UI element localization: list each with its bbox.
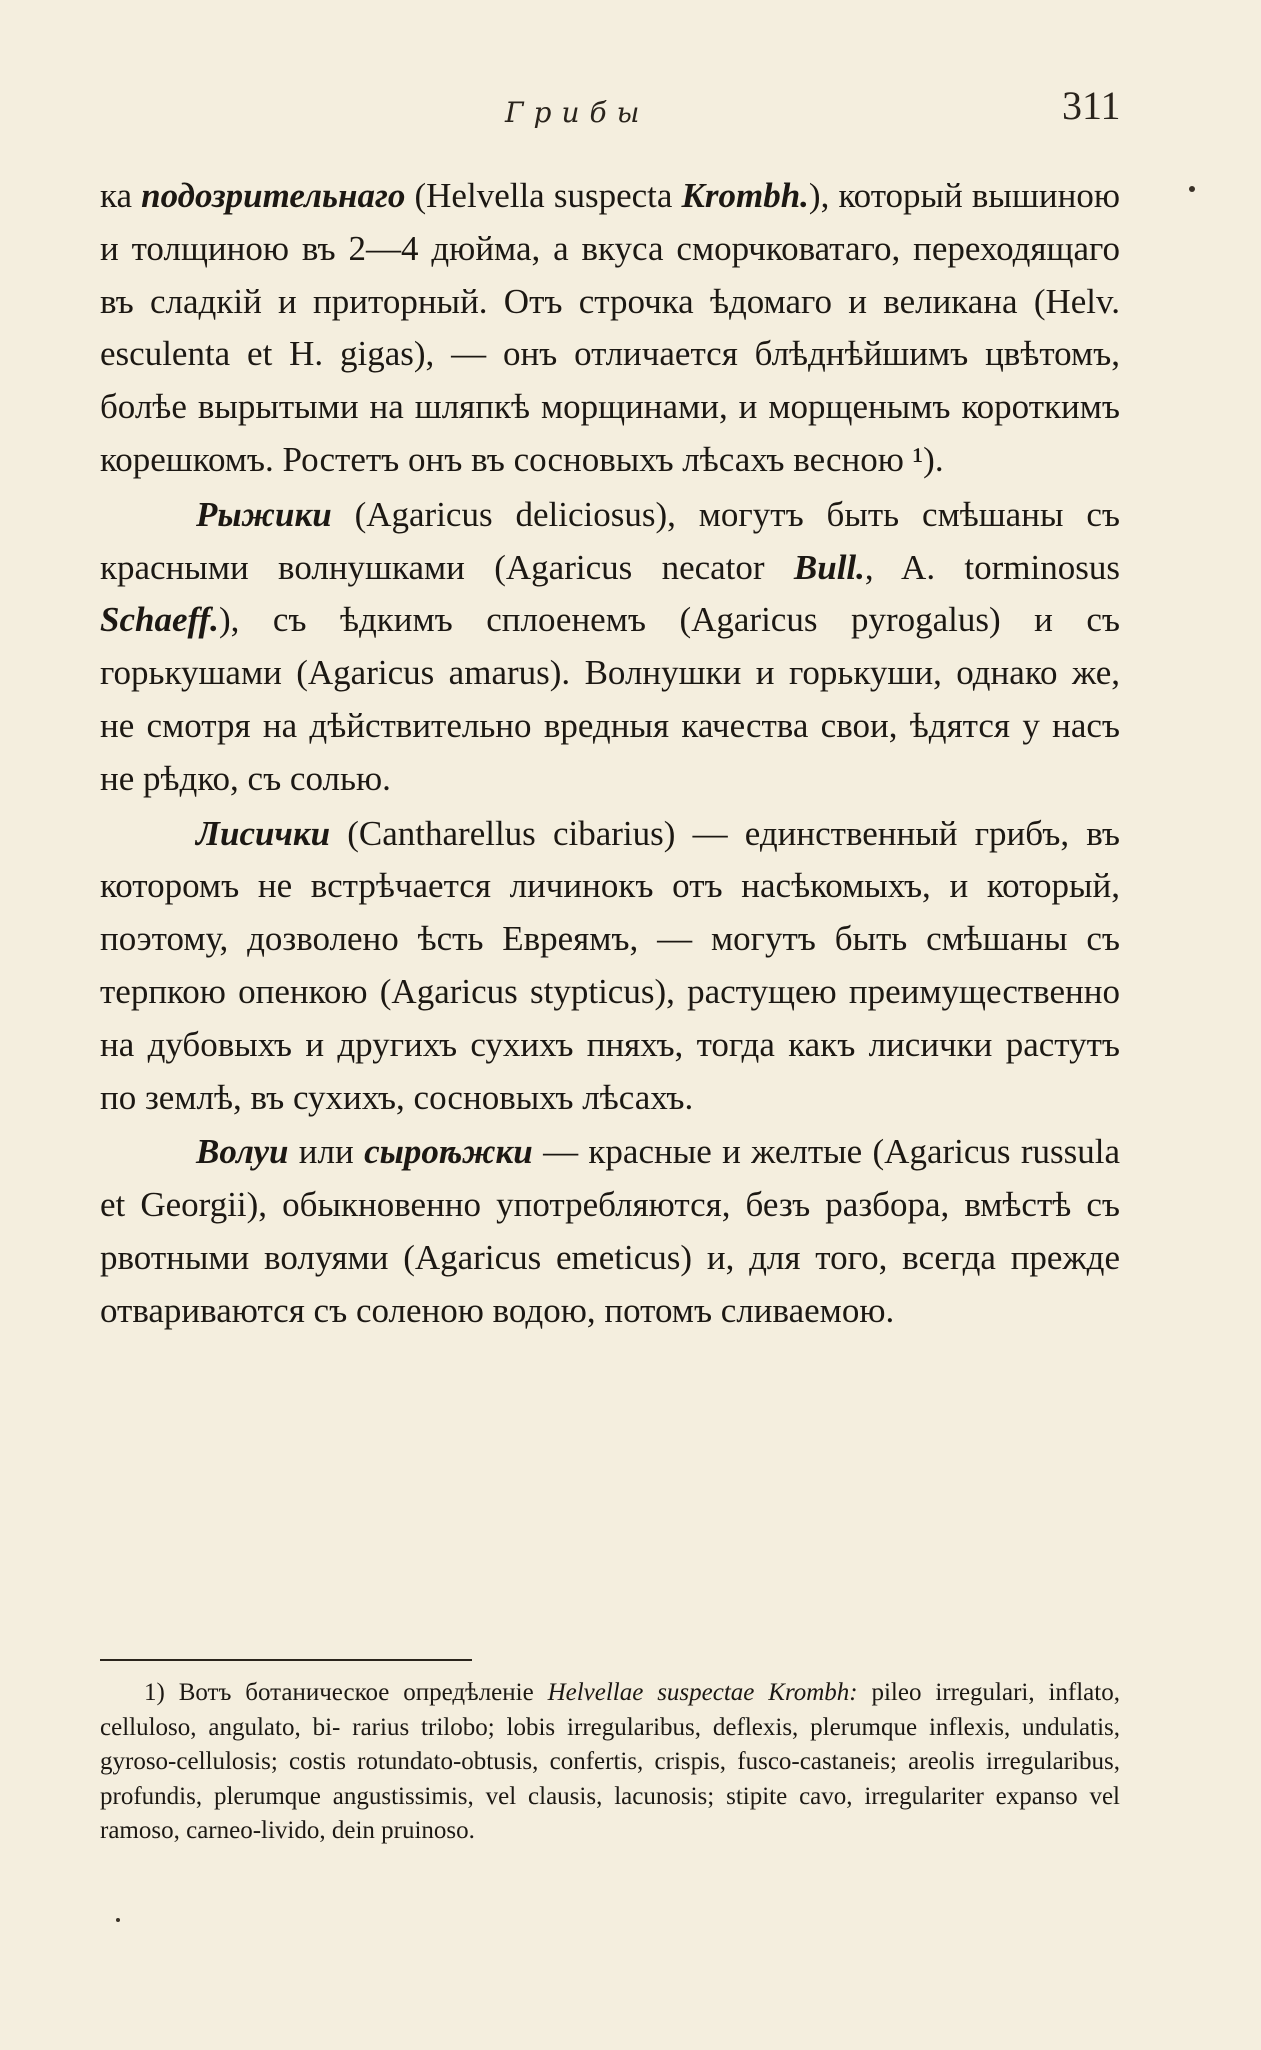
paragraph-heading-term: Лисички (196, 813, 331, 853)
emphasis-term: подозрительнаго (141, 176, 406, 215)
emphasis-term: сыроѣжки (364, 1132, 533, 1172)
text-run: (Cantharellus cibarius) — единственный грибъ, въ которомъ не встрѣчается личинокъ отъ насѣкомыхъ, и который, поэтому, дозволено ѣсть Евреямъ, — могутъ быть смѣшаны съ терпкою опенкою (Agaricus stypticus), растущею преимущественно на дубовыхъ и другихъ сухихъ пняхъ, тогда какъ лисички растутъ по землѣ, въ сухихъ, сосновыхъ лѣсахъ. (100, 813, 1120, 1117)
author-abbreviation: Schaeff. (100, 600, 219, 640)
paragraph-ryzhiki (100, 489, 1120, 806)
text-run: ), который вышиною и толщиною въ 2—4 дюйма, а вкуса сморчковатаго, переходящаго въ сладкій и приторный. Отъ строчка ѣдомаго и великана (Helv. esculenta et H. gigas), — онъ отличается блѣднѣйшимъ цвѣтомъ, болѣе вырытыми на шляпкѣ морщинами, и морщенымъ короткимъ корешкомъ. Ростетъ онъ въ сосновыхъ лѣсахъ весною ¹). (100, 176, 1120, 479)
text-run: — красные и желтые (Agaricus russula et Georgii), обыкновенно употребляются, безъ разбора, вмѣстѣ съ рвотными волуями (Agaricus emeticus) и, для того, всегда прежде отвариваются съ соленою водою, потомъ сливаемою. (100, 1132, 1120, 1330)
text-run: ка (100, 176, 142, 215)
footnote-separator (100, 1659, 472, 1661)
main-text (100, 170, 1120, 1338)
footnote-1 (100, 1676, 1120, 1849)
text-run: (Agaricus deliciosus), могутъ быть смѣшаны съ красными волнушками (Agaricus necator (100, 494, 1120, 587)
page-number: 311 (1062, 83, 1121, 128)
author-abbreviation: Krombh. (681, 176, 809, 215)
footnotes (100, 1676, 1120, 1849)
text-run: или (288, 1132, 365, 1172)
paragraph-lisichki (100, 808, 1120, 1125)
paragraph-heading-term: Волуи (196, 1132, 289, 1172)
paragraph-volui (100, 1126, 1120, 1337)
latin-species-name: Helvellae suspectae Krombh: (547, 1679, 858, 1706)
ink-speck (1189, 186, 1195, 192)
text-run: , A. torminosus (864, 547, 1120, 587)
text-run: pileo irregulari, inflato, celluloso, angulato, bi- rarius trilobo; lobis irregularibus, deflexis, plerumque inflexis, undulatis, gyroso-cellulosis; costis rotundato-obtusis, confertis, crispis, fusco-castaneis; areolis irregularibus, profundis, plerumque angustissimis, vel clausis, lacunosis; stipite cavo, irregulariter expanso vel ramoso, carneo-livido, dein pruinoso. (100, 1679, 1120, 1844)
running-head (0, 82, 1261, 142)
text-run: 1) Вотъ ботаническое опредѣленіе (144, 1679, 548, 1706)
text-run: (Helvella suspecta (405, 176, 682, 215)
paragraph-morel-note (100, 170, 1120, 487)
paragraph-heading-term: Рыжики (196, 494, 332, 534)
running-title: Грибы (505, 96, 650, 129)
text-run: ), съ ѣдкимъ сплоенемъ (Agaricus pyrogalus) и съ горькушами (Agaricus amarus). Волнушки и горькуши, однако же, не смотря на дѣйствительно вредныя качества свои, ѣдятся у насъ не рѣдко, съ солью. (100, 600, 1120, 798)
author-abbreviation: Bull. (793, 547, 865, 587)
ink-speck (116, 1918, 120, 1922)
